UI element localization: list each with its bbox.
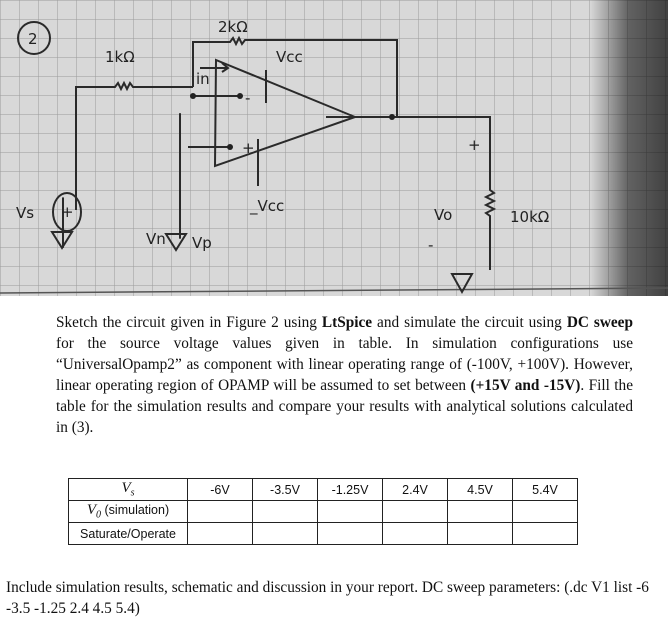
footer-paragraph: Include simulation results, schematic and discussion in your report. DC sweep parameters: (.dc V1 list -6 -3.5 -1.25 2.4 4.5 5.4) xyxy=(6,579,649,617)
header-text: (simulation) xyxy=(101,503,170,518)
label-neg-vcc: _Vcc xyxy=(250,197,285,215)
shadow xyxy=(590,0,668,296)
dc-sweep-bold: DC sweep xyxy=(566,314,633,331)
table-cell xyxy=(253,523,318,545)
figure-number: 2 xyxy=(28,30,38,48)
label-r-input: 1kΩ xyxy=(105,48,135,66)
label-vp: Vp xyxy=(192,234,212,252)
label-r-load: 10kΩ xyxy=(510,208,550,226)
v-symbol: V xyxy=(86,502,97,519)
text: . Fill the table for the simulation results and compare your results with analytical solutions calculated in (3). xyxy=(56,377,633,436)
label-vo-plus: + xyxy=(468,136,481,154)
v-symbol: V xyxy=(121,480,131,497)
table-cell xyxy=(253,501,318,523)
label-vo: Vo xyxy=(434,206,453,224)
circuit-figure-photo xyxy=(0,0,668,296)
text: for the source voltage values given in table. In simulation configurations use “UniversalOpamp2” as component with linear operating range of (-100V, +100V). However, linear operating region of OPAMP will be assumed to set between xyxy=(56,335,633,394)
label-vo-minus: - xyxy=(428,236,434,254)
header-vo-simulation xyxy=(69,501,188,523)
label-minus-input: - xyxy=(245,89,251,107)
table-cell xyxy=(318,523,383,545)
label-source-plus: + xyxy=(61,203,74,221)
table-cell xyxy=(448,523,513,545)
table-cell xyxy=(513,501,578,523)
subscript: 0 xyxy=(96,509,102,521)
table-cell: -6V xyxy=(188,479,253,501)
table-cell xyxy=(513,523,578,545)
text: and simulate the circuit using xyxy=(372,314,567,331)
table-cell xyxy=(318,501,383,523)
table-row xyxy=(69,501,578,523)
header-vs xyxy=(69,479,188,501)
table-cell: -1.25V xyxy=(318,479,383,501)
table-cell xyxy=(383,523,448,545)
label-vn: Vn xyxy=(146,230,166,248)
label-r-feedback: 2kΩ xyxy=(218,18,248,36)
header-saturate-operate: Saturate/Operate xyxy=(69,523,188,545)
ltspice-bold: LtSpice xyxy=(321,314,373,331)
table-cell xyxy=(448,501,513,523)
label-plus-input: + xyxy=(242,139,255,157)
instructions-paragraph xyxy=(56,312,633,438)
table-cell: -3.5V xyxy=(253,479,318,501)
table-row xyxy=(69,479,578,501)
table-cell: 2.4V xyxy=(383,479,448,501)
label-vcc: Vcc xyxy=(276,48,303,66)
label-in: in xyxy=(196,70,210,88)
table-cell: 4.5V xyxy=(448,479,513,501)
table-cell xyxy=(188,501,253,523)
table-cell xyxy=(188,523,253,545)
table-cell xyxy=(383,501,448,523)
table-cell: 5.4V xyxy=(513,479,578,501)
range-bold: (+15V and -15V) xyxy=(470,377,581,394)
text: Sketch the circuit given in Figure 2 using xyxy=(56,314,322,331)
table-row xyxy=(69,523,578,545)
subscript: s xyxy=(130,487,135,499)
label-vs: Vs xyxy=(16,204,35,222)
results-table xyxy=(68,478,578,545)
